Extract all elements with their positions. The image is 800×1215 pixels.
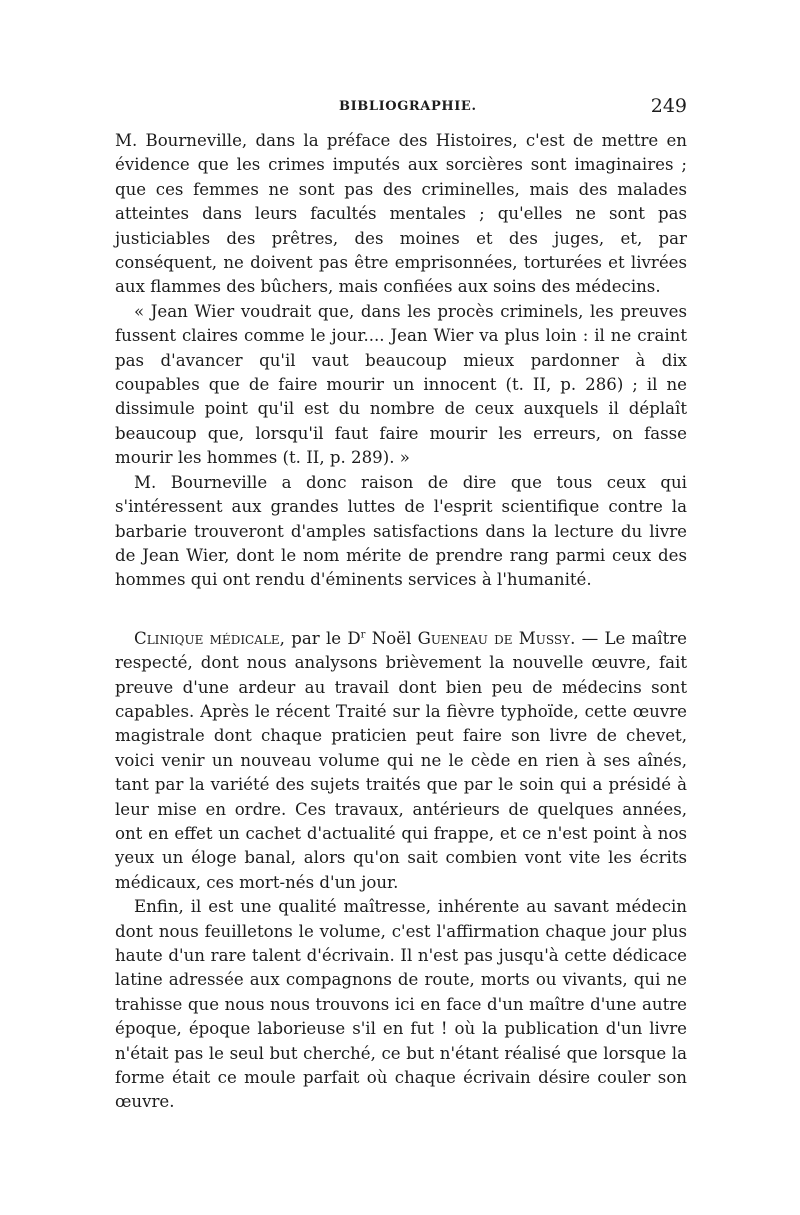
running-head [115,95,687,129]
author-first-name: Noël [365,628,418,648]
running-title: BIBLIOGRAPHIE. [339,99,477,114]
book-page [115,95,687,1115]
paragraph-wier-quote: « Jean Wier voudrait que, dans les procès criminels, les preuves fussent claires comme le jour.... Jean Wier va plus loin : il ne craint pas d'avancer qu'il vaut beaucoup mieux pardonner à dix coupables que de faire mourir un innocent (t. II, p. 286) ; il ne dissimule point qu'il est du nombre de ceux auxquels il déplaît beaucoup que, lorsqu'il faut faire mourir les erreurs, on fasse mourir les hommes (t. II, p. 289). » [115,301,687,468]
page-number: 249 [650,95,687,117]
body-text [115,129,687,1115]
paragraph-clinique-intro [115,627,687,895]
review-text: . — Le maître respecté, dont nous analysons brièvement la nouvelle œuvre, fait preuve d'une ardeur au travail dont bien peu de médecins sont capables. Après le récent Traité sur la fièvre typhoïde, cette œuvre magistrale dont chaque praticien peut faire son livre de chevet, voici venir un nouveau volume qui ne le cède en rien à ses aînés, tant par la variété des sujets traités que par le soin qui a présidé à leur mise en ordre. Ces travaux, antérieurs de quelques années, ont en effet un cachet d'actualité qui frappe, et ce n'est point à nos yeux un éloge banal, alors qu'on sait combien vont vite les écrits médicaux, ces mort-nés d'un jour. [115,628,687,892]
paragraph-bourneville-conclusion: M. Bourneville a donc raison de dire que tous ceux qui s'intéressent aux grandes luttes de l'esprit scientifique contre la barbarie trouveront d'amples satisfactions dans la lecture du livre de Jean Wier, dont le nom mérite de prendre rang parmi ceux des hommes qui ont rendu d'éminents services à l'humanité. [115,472,687,590]
paragraph-clinique-quality: Enfin, il est une qualité maîtresse, inhérente au savant médecin dont nous feuilletons le volume, c'est l'affirmation chaque jour plus haute d'un rare talent d'écrivain. Il n'est pas jusqu'à cette dédicace latine adressée aux compagnons de route, morts ou vivants, qui ne trahisse que nous nous trouvons ici en face d'un maître d'une autre époque, époque laborieuse s'il en fut ! où la publication d'un livre n'était pas le seul but cherché, ce but n'étant réalisé que lorsque la forme était ce moule parfait où chaque écrivain désire couler son œuvre. [115,897,687,1112]
doctor-superscript: r [360,629,366,641]
review-by: , par le D [279,628,361,648]
paragraph-bourneville-preface: M. Bourneville, dans la préface des Histoires, c'est de mettre en évidence que les crimes imputés aux sorcières sont imaginaires ; que ces femmes ne sont pas des criminelles, mais des malades atteintes dans leurs facultés mentales ; qu'elles ne sont pas justiciables des prêtres, des moines et des juges, et, par conséquent, ne doivent pas être emprisonnées, torturées et livrées aux flammes des bûchers, mais confiées aux soins des médecins. [115,131,687,297]
section-gap [115,593,687,627]
review-book-title: Clinique médicale [134,628,280,648]
author-last-name: Gueneau de Mussy [417,628,571,648]
